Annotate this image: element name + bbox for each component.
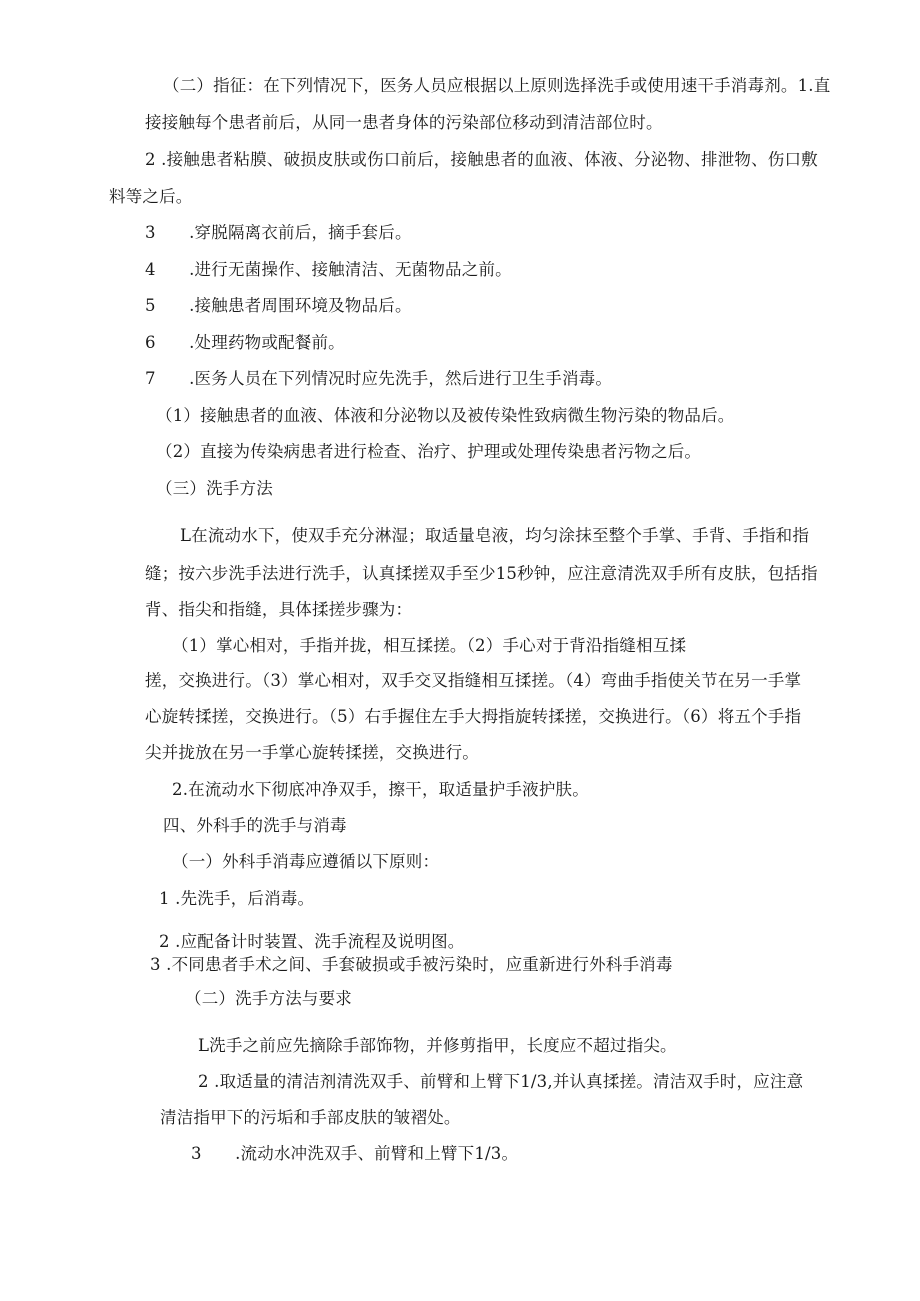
text-line: 2 .应配备计时装置、洗手流程及说明图。 bbox=[159, 932, 465, 951]
section-heading: （二）洗手方法与要求 bbox=[185, 989, 352, 1008]
text-line: L洗手之前应先摘除手部饰物，并修剪指甲，长度应不超过指尖。 bbox=[198, 1036, 677, 1055]
text-line: 搓，交换进行。（3）掌心相对，双手交叉指缝相互揉搓。（4）弯曲手指使关节在另一手掌 bbox=[145, 671, 802, 690]
section-heading: （三）洗手方法 bbox=[156, 479, 273, 498]
text-line: L在流动水下，使双手充分淋湿；取适量皂液，均匀涂抹至整个手掌、手背、手指和指 bbox=[180, 526, 810, 545]
text-line: （1）掌心相对，手指并拢，相互揉搓。（2）手心对于背沿指缝相互揉 bbox=[172, 636, 687, 655]
text-line: 料等之后。 bbox=[109, 187, 193, 206]
section-heading: 四、外科手的洗手与消毒 bbox=[163, 816, 347, 835]
text-line: 2 .取适量的清洁剂清洗双手、前臂和上臂下1/3,并认真揉搓。清洁双手时，应注意 bbox=[198, 1072, 804, 1091]
text-line: 清洁指甲下的污垢和手部皮肤的皱褶处。 bbox=[160, 1108, 461, 1127]
text-line: 3 .流动水冲洗双手、前臂和上臂下1/3。 bbox=[191, 1144, 519, 1163]
text-line: 5 .接触患者周围环境及物品后。 bbox=[145, 296, 412, 315]
text-line: （1）接触患者的血液、体液和分泌物以及被传染性致病微生物污染的物品后。 bbox=[156, 406, 735, 425]
text-line: （2）直接为传染病患者进行检查、治疗、护理或处理传染患者污物之后。 bbox=[156, 442, 702, 461]
text-line: 背、指尖和指缝，具体揉搓步骤为： bbox=[145, 600, 413, 619]
section-heading: （一）外科手消毒应遵循以下原则： bbox=[172, 852, 440, 871]
text-line: 7 .医务人员在下列情况时应先洗手，然后进行卫生手消毒。 bbox=[145, 369, 613, 388]
text-line: 接接触每个患者前后，从同一患者身体的污染部位移动到清洁部位时。 bbox=[145, 113, 663, 132]
text-line: 缝；按六步洗手法进行洗手，认真揉搓双手至少15秒钟，应注意清洗双手所有皮肤，包括指 bbox=[145, 564, 818, 583]
text-line: 2.在流动水下彻底冲净双手，擦干，取适量护手液护肤。 bbox=[172, 780, 589, 799]
text-line: 尖并拢放在另一手掌心旋转揉搓，交换进行。 bbox=[145, 743, 479, 762]
text-line: （二）指征：在下列情况下，医务人员应根据以上原则选择洗手或使用速干手消毒剂。1.直 bbox=[163, 76, 831, 95]
text-line: 6 .处理药物或配餐前。 bbox=[145, 333, 345, 352]
text-line: 心旋转揉搓，交换进行。（5）右手握住左手大拇指旋转揉搓，交换进行。（6）将五个手指 bbox=[145, 707, 802, 726]
text-line: 3 .穿脱隔离衣前后，摘手套后。 bbox=[145, 223, 412, 242]
text-line: 1 .先洗手，后消毒。 bbox=[159, 889, 315, 908]
text-line: 2 .接触患者粘膜、破损皮肤或伤口前后，接触患者的血液、体液、分泌物、排泄物、伤口敷 bbox=[145, 150, 818, 169]
text-line: 4 .进行无菌操作、接触清洁、无菌物品之前。 bbox=[145, 260, 512, 279]
text-line: 3 .不同患者手术之间、手套破损或手被污染时，应重新进行外科手消毒 bbox=[150, 955, 673, 974]
